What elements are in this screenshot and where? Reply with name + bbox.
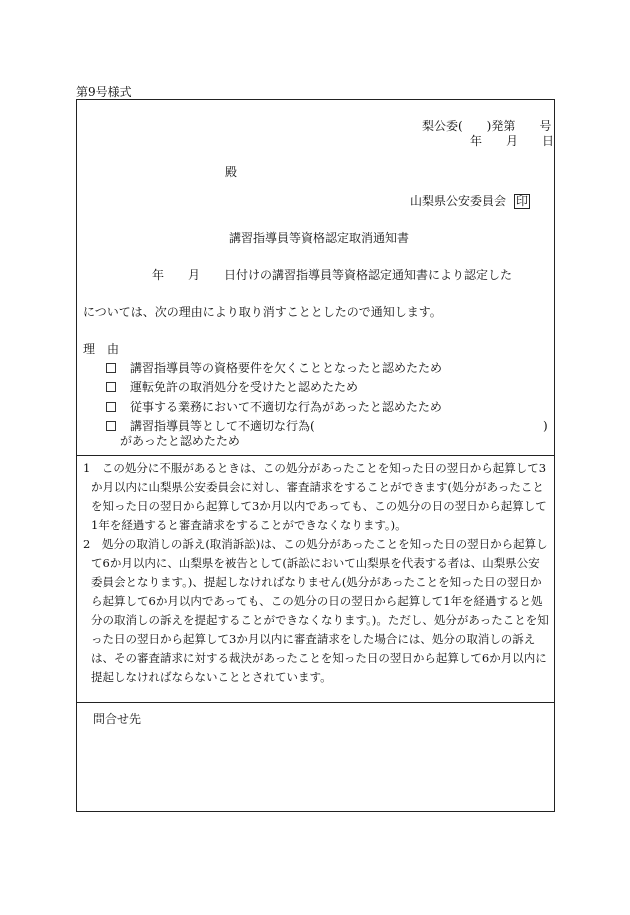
notice-statement: については、次の理由により取り消すこととしたので通知します。	[83, 305, 442, 319]
section-divider	[76, 455, 555, 456]
section-divider	[76, 702, 555, 703]
reference-number: 梨公委( )発第 号	[422, 119, 552, 133]
reason-close-paren: )	[543, 419, 548, 433]
issue-date: 年 月 日	[470, 134, 555, 148]
intro-line: 年 月 日付けの講習指導員等資格認定通知書により認定した	[152, 268, 513, 282]
note-item: 2 処分の取消しの訴え(取消訴訟)は、この処分があったことを知った日の翌日から起算して6か月以内に、山梨県を被告として(訴訟において山梨県を代表する者は、山梨県公安委員会となります。)、提起しなければなりません(処分があったことを知った日の翌日から起算して6か月以内であっても、この処分の日の翌日から起算して1年を経過すると処分の取消しの訴えを提起することができなくなります。)。ただし、処分があったことを知った日の翌日から起算して3か月以内に審査請求をした場合には、処分の取消しの訴えは、その審査請求に対する裁決があったことを知った日の翌日から起算して6か月以内に提起しなければならないこととされています。	[83, 537, 549, 684]
appeal-notes	[83, 459, 551, 687]
checkbox[interactable]	[106, 363, 116, 373]
contact-label: 問合せ先	[93, 712, 142, 726]
reason-item: 従事する業務において不適切な行為があったと認めたため	[106, 400, 442, 414]
issuer-line	[410, 194, 530, 209]
note-item: 1 この処分に不服があるときは、この処分があったことを知った日の翌日から起算して3か月以内に山梨県公安委員会に対し、審査請求をすることができます(処分があったことを知った日の翌日から起算して3か月以内であっても、この処分の日の翌日から起算して1年を経過すると審査請求をすることができなくなります。)。	[83, 461, 547, 532]
checkbox[interactable]	[106, 382, 116, 392]
reason-item-continuation: があったと認めたため	[120, 434, 240, 448]
issuer-name: 山梨県公安委員会	[410, 194, 507, 208]
checkbox[interactable]	[106, 402, 116, 412]
recipient-honorific: 殿	[225, 165, 238, 179]
reason-item: 講習指導員等の資格要件を欠くこととなったと認めたため	[106, 361, 442, 375]
form-number-label: 第9号様式	[76, 85, 132, 99]
seal-mark: 印	[516, 194, 529, 208]
reason-item: 運転免許の取消処分を受けたと認めたため	[106, 380, 358, 394]
reason-heading: 理 由	[83, 342, 120, 356]
checkbox[interactable]	[106, 421, 116, 431]
reason-item: 講習指導員等として不適切な行為(	[106, 419, 315, 433]
document-title: 講習指導員等資格認定取消通知書	[229, 231, 410, 245]
